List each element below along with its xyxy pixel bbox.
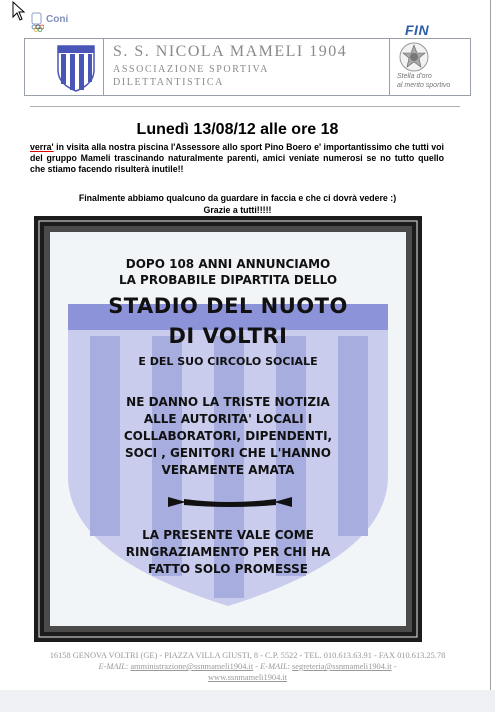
email-link-amministrazione[interactable]: amministrazione@ssnmameli1904.it xyxy=(130,662,254,671)
intro-body: in visita alla nostra piscina l'Assessore allo sport Pino Boero e' importantissimo che tutti voi del gruppo Mameli trascinando naturalmente parenti, amici veniate numerosi se no tutto quello che stiamo facendo risulterà inutile!! xyxy=(30,142,444,174)
award-label-1: Stella d'oro xyxy=(397,73,432,80)
footer-website xyxy=(0,673,495,682)
club-crest-icon xyxy=(55,40,97,92)
fin-label: FIN xyxy=(405,22,430,38)
poster-line: DOPO 108 ANNI ANNUNCIAMO xyxy=(125,257,331,271)
letterhead-divider xyxy=(103,39,104,95)
mourning-banner-icon xyxy=(166,495,294,509)
mouse-pointer-icon xyxy=(12,1,26,21)
intro-paragraph xyxy=(30,142,444,175)
email-label: E-MAIL xyxy=(98,662,126,671)
divider xyxy=(30,106,460,107)
poster-title: STADIO DEL NUOTO xyxy=(108,294,348,318)
poster-thanks-line: RINGRAZIAMENTO PER CHI HA xyxy=(125,545,331,559)
coni-label: Coni xyxy=(46,14,69,25)
email-link-segreteria[interactable]: segreteria@ssnmameli1904.it xyxy=(292,662,392,671)
closing-line-2: Grazie a tutti!!!!! xyxy=(203,205,272,215)
poster-thanks-line: FATTO SOLO PROMESSE xyxy=(148,562,308,576)
poster-title: DI VOLTRI xyxy=(168,324,288,348)
window-bottom-strip xyxy=(0,690,495,712)
memorial-poster xyxy=(34,216,422,642)
club-name: S. S. NICOLA MAMELI 1904 xyxy=(113,43,348,60)
website-link[interactable]: www.ssnmameli1904.it xyxy=(207,673,287,682)
poster-body-line: COLLABORATORI, DIPENDENTI, xyxy=(123,429,333,443)
gold-star-emblem-icon xyxy=(398,41,430,73)
poster-line: E DEL SUO CIRCOLO SOCIALE xyxy=(138,355,318,368)
letterhead xyxy=(24,38,471,96)
poster-body-line: SOCI , GENITORI CHE L'HANNO xyxy=(124,446,331,460)
poster-body-line: VERAMENTE AMATA xyxy=(161,463,295,477)
letterhead-divider xyxy=(389,39,390,95)
poster-thanks-line: LA PRESENTE VALE COME xyxy=(142,528,314,542)
club-subtitle-1: ASSOCIAZIONE SPORTIVA xyxy=(113,64,269,75)
club-subtitle-2: DILETTANTISTICA xyxy=(113,77,224,88)
intro-first-word: verra' xyxy=(30,142,54,152)
award-label-2: al merito sportivo xyxy=(397,82,451,89)
event-date-heading: Lunedì 13/08/12 alle ore 18 xyxy=(136,121,339,138)
email-label: E-MAIL xyxy=(260,662,288,671)
footer-address: 16158 GENOVA VOLTRI (GE) - PIAZZA VILLA GIUSTI, 8 - C.P. 5522 - TEL. 010.613.63.91 - FAX 010.613.25.78 xyxy=(49,651,446,660)
closing-line-1: Finalmente abbiamo qualcuno da guardare in faccia e che ci dovrà vedere :) xyxy=(78,193,397,203)
olympic-rings-icon xyxy=(30,12,44,32)
poster-body-line: NE DANNO LA TRISTE NOTIZIA xyxy=(126,395,330,409)
poster-line: LA PROBABILE DIPARTITA DELLO xyxy=(118,273,338,287)
poster-body-line: ALLE AUTORITA' LOCALI I xyxy=(143,412,313,426)
footer-emails: E-MAIL: amministrazione@ssnmameli1904.it - E-MAIL: segreteria@ssnmameli1904.it - xyxy=(98,662,397,671)
fin-logo xyxy=(405,22,445,38)
